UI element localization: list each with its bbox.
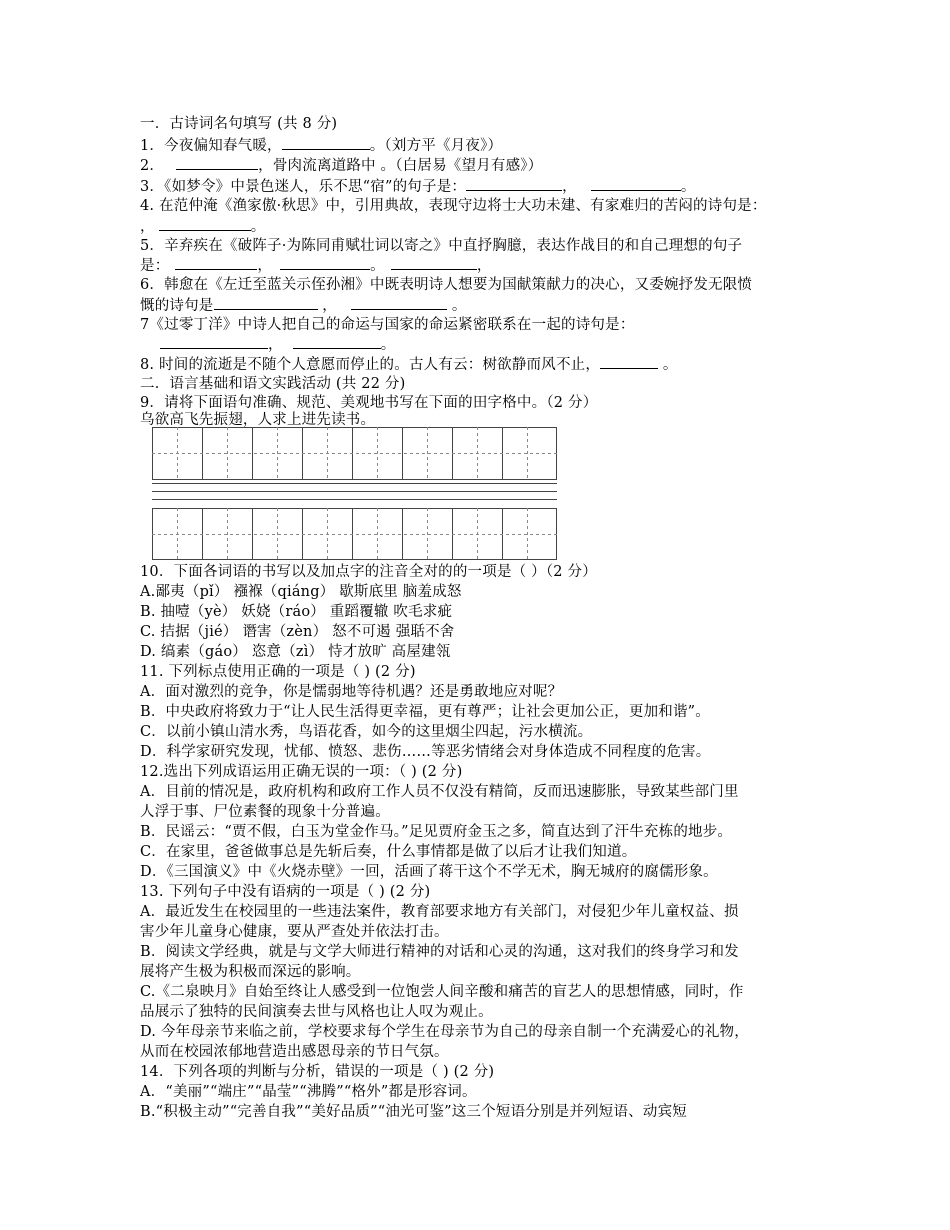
q12-option-a-line2: 人浮于事、尸位素餐的现象十分普遍。 [140,804,390,820]
q8-blank [600,354,658,369]
q2-number: 2． [140,158,165,174]
q13-option-b-line2: 展将产生极为积极而深远的影响。 [140,964,361,980]
question-9-sentence: 乌欲高飞先振翅，人求上进先读书。 [140,412,376,428]
q13-option-d-line2: 从而在校园浓郁地营造出感恩母亲的节日气氛。 [140,1044,449,1060]
q10-option-d: D. 缟素（gáo） 恣意（zì） 恃才放旷 高屋建瓴 [140,644,451,660]
question-4-line1: 4. 在范仲淹《渔家傲·秋思》中，引用典故，表现守边将士大功未建、有家难归的苦闷的诗句是： [140,198,767,214]
q11-option-c: C．以前小镇山清水秀，鸟语花香，如今的这里烟尘四起，污水横流。 [140,724,593,740]
q7-blank-1 [160,334,268,349]
tianzige-grid[interactable] [152,427,557,560]
question-14-stem: 14．下列各项的判断与分析，错误的一项是（ ) (2 分) [140,1064,495,1080]
q3-comma: ， [562,179,577,195]
q6-label: 慨的诗句是 [140,298,214,314]
q11-option-a: A．面对激烈的竞争，你是懦弱地等待机遇？还是勇敢地应对呢？ [140,684,563,700]
q6-blank-1 [214,295,318,310]
q3-blank-2 [591,176,681,191]
q10-option-b: B. 抽噎（yè） 妖娆（ráo） 重蹈覆辙 吹毛求疵 [140,604,453,620]
q10-option-a: A.鄙夷（pǐ） 襁褓（qiáng） 歇斯底里 脑羞成怒 [140,584,462,600]
question-8 [140,354,678,375]
q12-option-c: C．在家里，爸爸做事总是先斩后奏，什么事情都是做了以后才让我们知道。 [140,844,637,860]
q4-blank [159,216,251,231]
question-4-line2 [140,216,265,237]
q6-end: 。 [447,298,467,314]
question-7-line2 [140,334,395,355]
q1-text: 1．今夜偏知春气暖， [140,138,282,154]
q3-blank-1 [466,176,562,191]
q8-text: 8. 时间的流逝是不随个人意愿而停止的。古人有云：树欲静而风不止， [140,357,601,373]
question-12-stem: 12.选出下列成语运用正确无误的一项：（ ) (2 分) [140,764,463,780]
q5-blank-2 [280,255,370,270]
q2-blank [176,155,258,170]
q5-blank-1 [175,255,257,270]
q1-blank [282,135,370,150]
q4-end: 。 [250,219,266,235]
q3-text: 3．《如梦令》中景色迷人，乐不思“宿”的句子是： [140,179,467,195]
q7-end: 。 [380,337,396,353]
question-13-stem: 13. 下列句子中没有语病的一项是（ ) (2 分) [140,884,431,900]
q13-option-c-line2: 品展示了独特的民间演奏去世与风格也让人叹为观止。 [140,1004,493,1020]
q14-option-a: A．“美丽”“端庄”“晶莹”“沸腾”“格外”都是形容词。 [140,1084,477,1100]
q11-option-b: B．中央政府将致力于“让人民生活得更幸福，更有尊严；让社会更加公正，更加和谐”。 [140,704,710,720]
q4-comma: ， [140,219,155,235]
section1-title: 一．古诗词名句填写 (共 8 分) [140,116,338,132]
q3-end: 。 [680,179,696,195]
question-7-line1: 7《过零丁洋》中诗人把自己的命运与国家的命运紧密联系在一起的诗句是： [140,317,635,333]
question-6-line1: 6．韩愈在《左迁至蓝关示侄孙湘》中既表明诗人想要为国献策献力的决心，又委婉抒发无限愤 [140,277,753,293]
q2-text: ，骨肉流离道路中 。（白居易《望月有感》） [258,158,543,174]
question-9-stem: 9．请将下面语句准确、规范、美观地书写在下面的田字格中。（2 分） [140,395,598,411]
question-10-stem: 10．下面各词语的书写以及加点字的注音全对的的一项是（ ）（2 分） [140,564,597,580]
q6-blank-2 [351,295,447,310]
q12-option-b: B．民谣云：“贾不假，白玉为堂金作马。”足见贾府金玉之多，简直达到了汗牛充栋的地步。 [140,824,733,840]
question-2 [140,155,542,176]
q7-comma: ， [268,337,283,353]
q5-blank-3 [391,255,477,270]
q13-option-c-line1: C.《二泉映月》自始至终让人感受到一位饱尝人间辛酸和痛苦的盲艺人的思想情感，同时，作 [140,984,744,1000]
q1-source: 。（刘方平《月夜》） [369,138,503,154]
question-6-line2 [140,295,467,316]
q5-label: 是： [140,258,170,274]
section2-title: 二．语言基础和语文实践活动 (共 22 分) [140,376,406,392]
q5-comma: ， [257,258,273,274]
question-5-line1: 5．辛弃疾在《破阵子·为陈同甫赋壮词以寄之》中直抒胸臆，表达作战目的和自己理想的句子 [140,238,743,254]
question-5-line2 [140,255,492,276]
q13-option-a-line2: 害少年儿童身心健康，要从严查处并依法打击。 [140,924,449,940]
q5-period: 。 [370,258,385,274]
q11-option-d: D．科学家研究发现，忧郁、愤怒、悲伤……等恶劣情绪会对身体造成不同程度的危害。 [140,744,711,760]
q8-end: 。 [658,357,678,373]
q13-option-b-line1: B．阅读文学经典，就是与文学大师进行精神的对话和心灵的沟通，这对我们的终身学习和发 [140,944,739,960]
question-1 [140,135,502,156]
q12-option-d: D．《三国演义》中《火烧赤壁》一回，活画了蒋干这个不学无术，胸无城府的腐儒形象。 [140,864,718,880]
q7-blank-2 [293,334,381,349]
q5-comma-2: ， [476,258,492,274]
q14-option-b: B.“积极主动”“完善自我”“美好品质”“油光可鉴”这三个短语分别是并列短语、动宾短 [140,1104,687,1120]
q13-option-d-line1: D. 今年母亲节来临之前，学校要求每个学生在母亲节为自己的母亲自制一个充满爱心的礼物， [140,1024,749,1040]
q12-option-a-line1: A．目前的情况是，政府机构和政府工作人员不仅没有精简，反而迅速膨胀，导致某些部门里 [140,784,739,800]
q6-comma: ， [317,298,338,314]
question-11-stem: 11. 下列标点使用正确的一项是（ ) (2 分) [140,664,416,680]
q13-option-a-line1: A．最近发生在校园里的一些违法案件，教育部要求地方有关部门，对侵犯少年儿童权益、损 [140,904,739,920]
q10-option-c: C. 拮据（jié） 谮害（zèn） 怒不可遏 强聒不舍 [140,624,455,640]
question-3 [140,176,696,197]
